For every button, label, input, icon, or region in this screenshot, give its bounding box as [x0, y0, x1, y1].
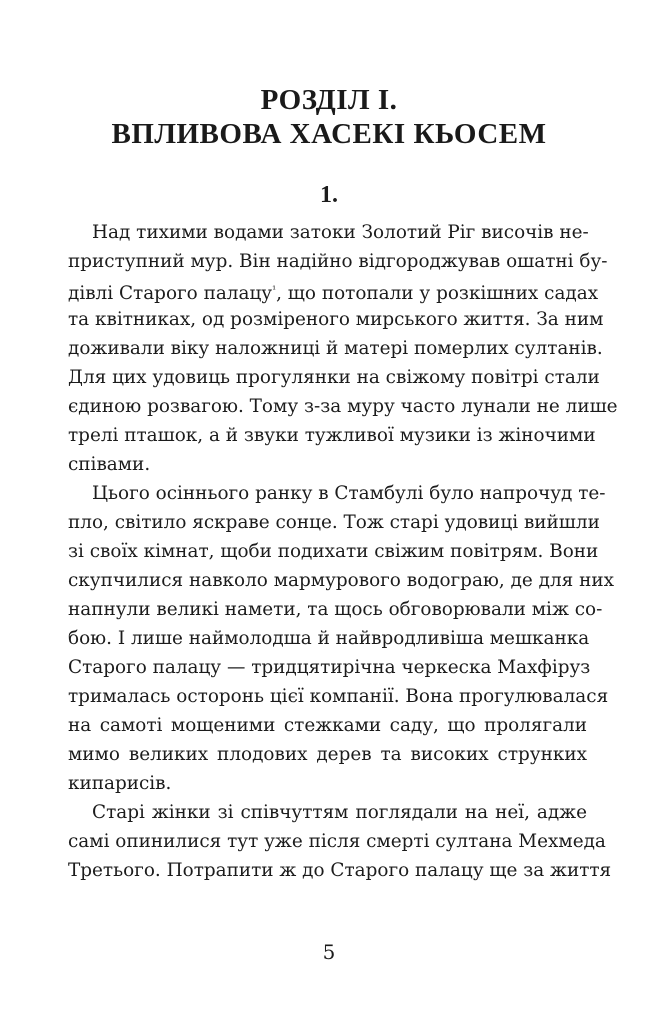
body-line: Для цих удовиць прогулянки на свіжому повітрі стали — [68, 367, 600, 388]
page-number: 5 — [322, 940, 336, 964]
footnote-reference[interactable]: ¹ — [272, 285, 277, 296]
body-line: пло, світило яскраве сонце. Тож старі удовиці вийшли — [68, 512, 600, 533]
body-line: напнули великі намети, та щось обговорювали між со- — [68, 599, 603, 620]
body-line: трелі пташок, а й звуки тужливої музики із жіночими — [68, 425, 596, 446]
body-line: самі опинилися тут уже після смерті султана Мехмеда — [68, 831, 606, 852]
chapter-number: РОЗДІЛ I. — [260, 84, 398, 116]
chapter-title: ВПЛИВОВА ХАСЕКІ КЬОСЕМ — [111, 118, 547, 150]
body-line: доживали віку наложниці й матері померлих султанів. — [68, 338, 603, 359]
body-line: бою. І лише наймолодша й найвродливіша мешканка — [68, 628, 590, 649]
body-line: Старого палацу — тридцятирічна черкеска Махфіруз — [68, 657, 591, 678]
body-line: дівлі Старого палацу$^{^1}$, що потопали у розкішних садах — [68, 283, 599, 304]
body-line: зі своїх кімнат, щоби подихати свіжим повітрям. Вони — [68, 541, 599, 562]
body-line: Третього. Потрапити ж до Старого палацу ще за життя — [68, 860, 612, 881]
body-line: на самоті мощеними стежками саду, що пролягали — [68, 715, 587, 736]
body-line: кипарисів. — [68, 773, 172, 794]
body-line: та квітниках, од розміреного мирського життя. За ним — [68, 309, 604, 330]
body-line: приступний мур. Він надійно відгороджував ошатні бу- — [68, 251, 608, 272]
section-number: 1. — [320, 182, 338, 208]
body-line: Старі жінки зі співчуттям поглядали на неї, адже — [92, 802, 587, 823]
body-line: мимо великих плодових дерев та високих струнких — [68, 744, 587, 765]
body-line: співами. — [68, 454, 151, 475]
body-line: трималась осторонь цієї компанії. Вона прогулювалася — [68, 686, 609, 707]
body-line: скупчилися навколо мармурового водограю, де для них — [68, 570, 614, 591]
body-line: єдиною розвагою. Тому з-за муру часто лунали не лише — [68, 396, 618, 417]
body-line: Цього осіннього ранку в Стамбулі було напрочуд те- — [92, 483, 606, 504]
body-line: Над тихими водами затоки Золотий Ріг височів не- — [92, 222, 589, 243]
